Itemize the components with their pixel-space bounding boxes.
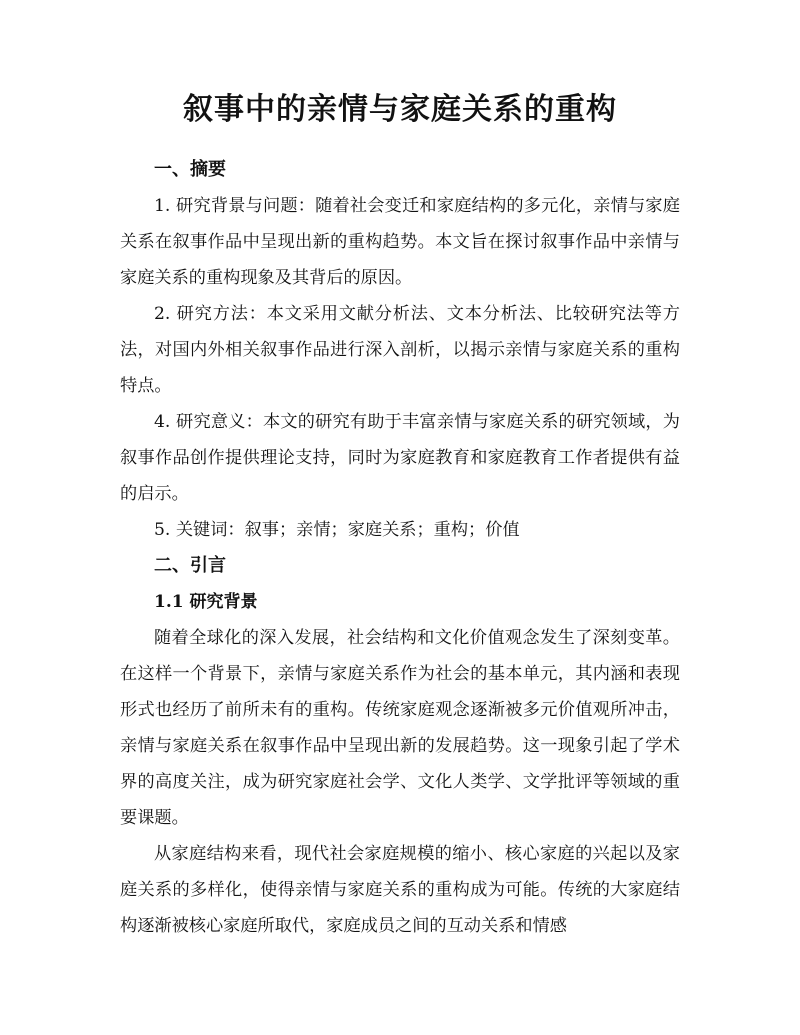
section-heading-abstract: 一、摘要 — [154, 159, 226, 180]
abstract-item-keywords: 5. 关键词：叙事；亲情；家庭关系；重构；价值 — [154, 520, 520, 540]
section-heading-introduction: 二、引言 — [154, 555, 226, 576]
abstract-item-background: 1. 研究背景与问题：随着社会变迁和家庭结构的多元化，亲情与家庭关系在叙事作品中呈现出新的重构趋势。本文旨在探讨叙事作品中亲情与家庭关系的重构现象及其背后的原因。 — [120, 196, 680, 288]
abstract-item-methods: 2. 研究方法：本文采用文献分析法、文本分析法、比较研究法等方法，对国内外相关叙事作品进行深入剖析，以揭示亲情与家庭关系的重构特点。 — [120, 304, 680, 396]
introduction-paragraph-1: 随着全球化的深入发展，社会结构和文化价值观念发生了深刻变革。在这样一个背景下，亲情与家庭关系作为社会的基本单元，其内涵和表现形式也经历了前所未有的重构。传统家庭观念逐渐被多元价值观所冲击，亲情与家庭关系在叙事作品中呈现出新的发展趋势。这一现象引起了学术界的高度关注，成为研究家庭社会学、文化人类学、文学批评等领域的重要课题。 — [120, 628, 680, 828]
subsection-heading-research-background: 1.1 研究背景 — [154, 592, 258, 612]
document-title: 叙事中的亲情与家庭关系的重构 — [183, 92, 617, 127]
introduction-paragraph-2: 从家庭结构来看，现代社会家庭规模的缩小、核心家庭的兴起以及家庭关系的多样化，使得亲情与家庭关系的重构成为可能。传统的大家庭结构逐渐被核心家庭所取代，家庭成员之间的互动关系和情感 — [120, 844, 680, 936]
abstract-item-significance: 4. 研究意义：本文的研究有助于丰富亲情与家庭关系的研究领域，为叙事作品创作提供理论支持，同时为家庭教育和家庭教育工作者提供有益的启示。 — [120, 412, 680, 504]
